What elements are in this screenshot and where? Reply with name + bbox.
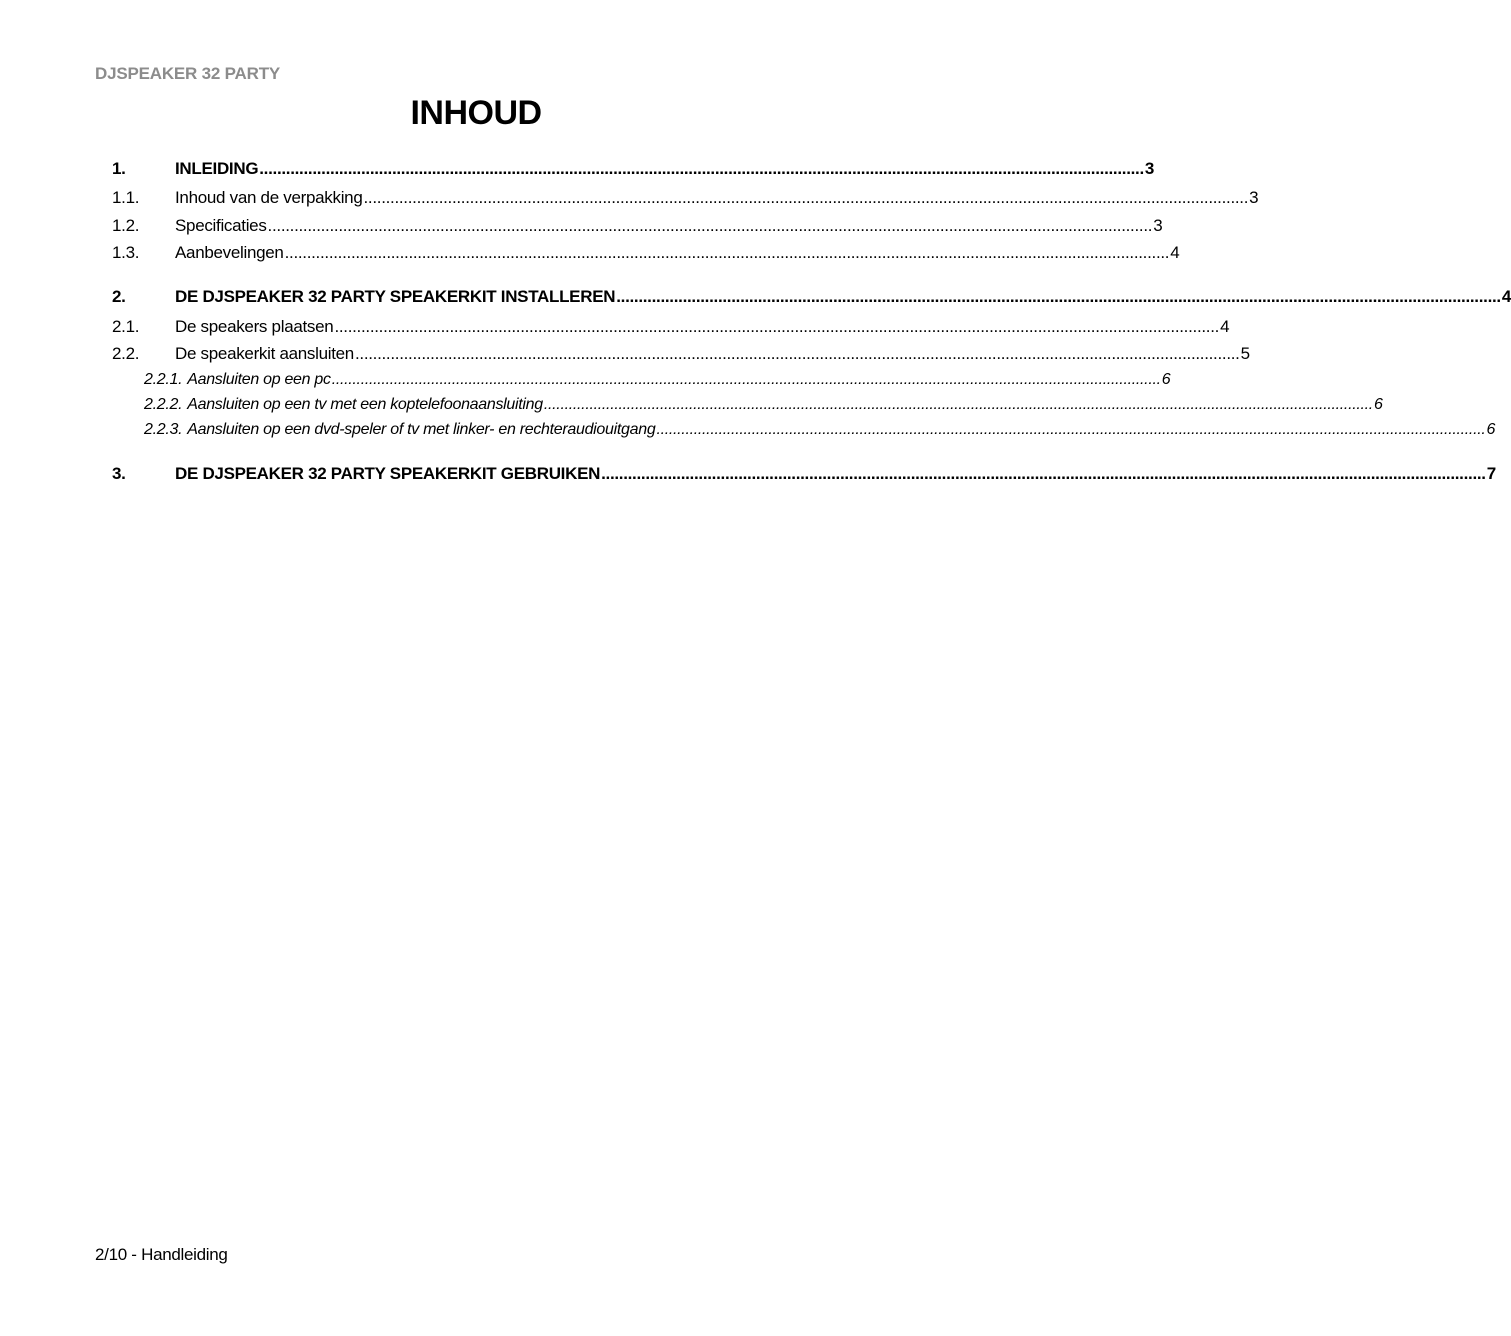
- toc-entry-title: De speakers plaatsen: [175, 317, 334, 336]
- toc-entry[interactable]: [112, 187, 1259, 209]
- toc-leader-dots: ........................................................................................................................................................................................................: [331, 371, 1161, 388]
- toc-entry-page: 6: [1161, 371, 1171, 388]
- toc-leader-dots: ........................................................................................................................................................................................................: [334, 317, 1220, 336]
- toc-entry-page: 6: [1373, 396, 1383, 413]
- toc-entry[interactable]: [112, 316, 1230, 338]
- toc-leader-dots: ........................................................................................................................................................................................................: [259, 159, 1144, 178]
- toc-entry[interactable]: [112, 158, 1155, 180]
- toc-entry-number: 1.2.: [112, 216, 140, 235]
- running-footer: 2/10 - Handleiding: [95, 1245, 228, 1264]
- toc-entry-title: Aansluiten op een pc: [187, 371, 331, 388]
- toc-entry-number: 1.3.: [112, 243, 140, 262]
- toc-leader-dots: ........................................................................................................................................................................................................: [284, 243, 1170, 262]
- toc-entry-title: INLEIDING: [175, 159, 259, 178]
- toc-entry-title: Inhoud van de verpakking: [175, 188, 363, 207]
- toc-entry-page: 3: [1144, 159, 1155, 178]
- toc-entry-page: 4: [1170, 243, 1180, 262]
- toc-entry-page: 3: [1153, 216, 1163, 235]
- running-header: DJSPEAKER 32 PARTY: [95, 64, 281, 83]
- toc-entry[interactable]: [144, 369, 1171, 391]
- toc-entry[interactable]: [112, 463, 1496, 485]
- toc-entry-title: Aansluiten op een dvd-speler of tv met linker- en rechteraudiouitgang: [187, 421, 656, 438]
- toc-entry-title: Aanbevelingen: [175, 243, 284, 262]
- toc-leader-dots: ........................................................................................................................................................................................................: [656, 421, 1486, 438]
- toc-entry-title: DE DJSPEAKER 32 PARTY SPEAKERKIT INSTALLEREN: [175, 287, 616, 306]
- page-title: INHOUD: [410, 94, 542, 132]
- toc-entry-page: 6: [1486, 421, 1496, 438]
- toc-entry-page: 3: [1249, 188, 1259, 207]
- toc-entry-number: 3.: [112, 464, 126, 483]
- toc-entry-page: 5: [1240, 344, 1250, 363]
- toc-entry-number: 1.: [112, 159, 126, 178]
- toc-leader-dots: ........................................................................................................................................................................................................: [543, 396, 1373, 413]
- toc-entry-title: DE DJSPEAKER 32 PARTY SPEAKERKIT GEBRUIKEN: [175, 464, 601, 483]
- toc-entry[interactable]: [112, 343, 1250, 365]
- toc-entry-number: 2.2.2.: [144, 396, 183, 413]
- toc-entry[interactable]: [144, 394, 1383, 416]
- toc-entry-title: Specificaties: [175, 216, 267, 235]
- toc-leader-dots: ........................................................................................................................................................................................................: [363, 188, 1249, 207]
- toc-entry-title: Aansluiten op een tv met een koptelefoonaansluiting: [187, 396, 543, 413]
- toc-entry[interactable]: [144, 419, 1496, 441]
- toc-entry-number: 2.2.3.: [144, 421, 183, 438]
- toc-leader-dots: ........................................................................................................................................................................................................: [354, 344, 1240, 363]
- toc-entry-number: 2.2.1.: [144, 371, 183, 388]
- toc-entry[interactable]: [112, 242, 1180, 264]
- toc-entry-page: 7: [1486, 464, 1496, 483]
- toc-entry-number: 2.1.: [112, 317, 140, 336]
- toc-entry[interactable]: [112, 215, 1163, 237]
- toc-entry-number: 1.1.: [112, 188, 140, 207]
- toc-entry[interactable]: [112, 286, 1511, 308]
- toc-entry-number: 2.2.: [112, 344, 140, 363]
- toc-entry-number: 2.: [112, 287, 126, 306]
- toc-leader-dots: ........................................................................................................................................................................................................: [601, 464, 1486, 483]
- toc-entry-title: De speakerkit aansluiten: [175, 344, 354, 363]
- toc-entry-page: 4: [1220, 317, 1230, 336]
- toc-leader-dots: ........................................................................................................................................................................................................: [616, 287, 1501, 306]
- toc-entry-page: 4: [1501, 287, 1511, 306]
- toc-leader-dots: ........................................................................................................................................................................................................: [267, 216, 1153, 235]
